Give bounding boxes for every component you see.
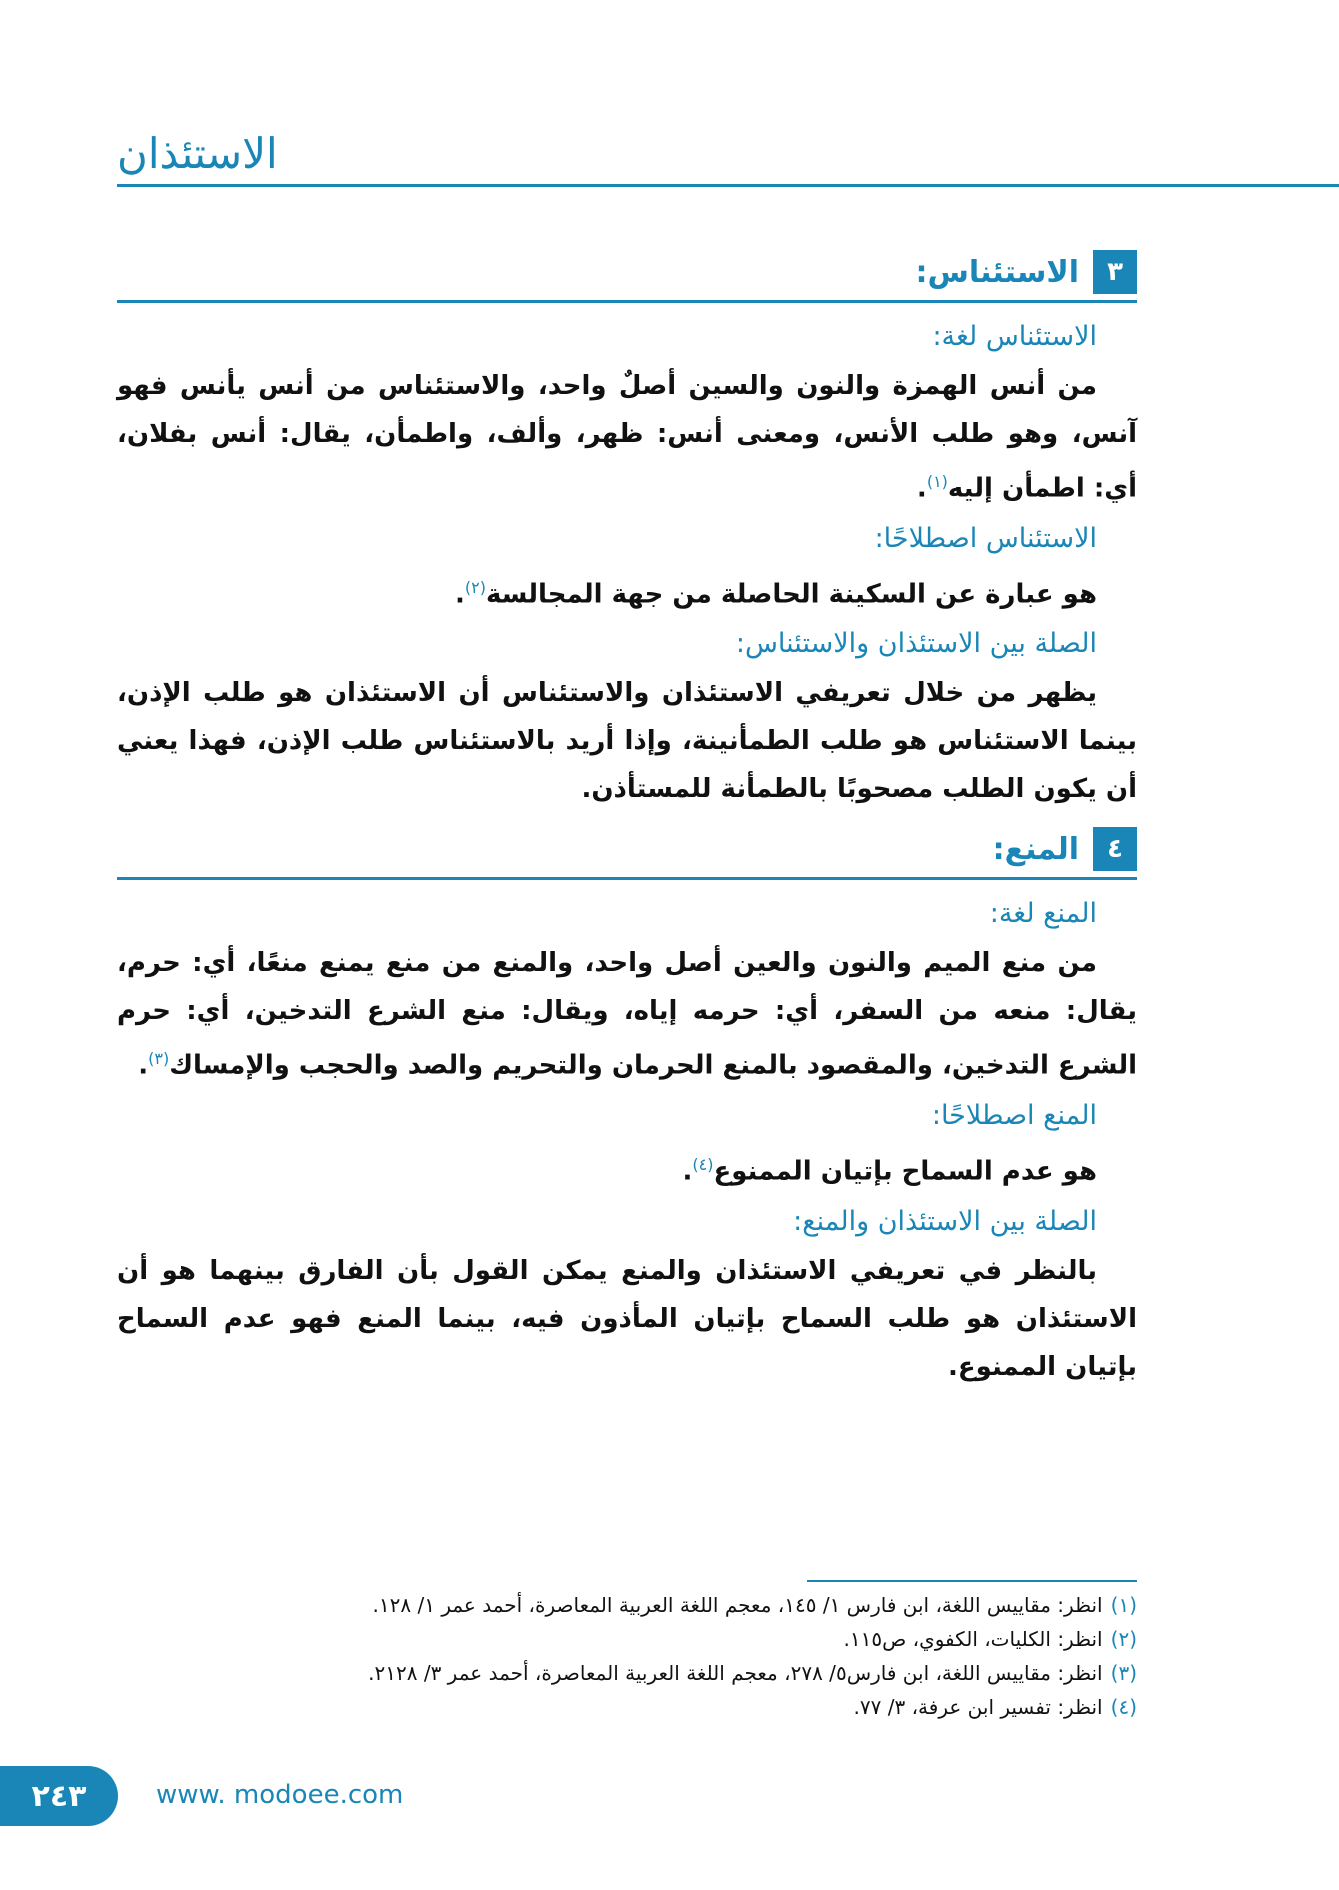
footnote-divider — [807, 1580, 1137, 1582]
footnote: (١)انظر: مقاييس اللغة، ابن فارس ١/ ١٤٥، معجم اللغة العربية المعاصرة، أحمد عمر ١/ ١٢٨. — [372, 1593, 1137, 1617]
sub-heading: الصلة بين الاستئذان والمنع: — [793, 1205, 1097, 1237]
sub-heading: المنع اصطلاحًا: — [931, 1099, 1097, 1131]
paragraph: يظهر من خلال تعريفي الاستئذان والاستئناس أن الاستئذان هو طلب الإذن، بينما الاستئناس هو طلب الطمأنينة، وإذا أريد بالاستئناس طلب الإذن، فهذا يعني أن يكون الطلب مصحوبًا بالطمأنة للمستأذن. — [117, 678, 1137, 805]
paragraph: من أنس الهمزة والنون والسين أصلٌ واحد، والاستئناس من أنس يأنس فهو آنس، وهو طلب الأنس، ومعنى أنس: ظهر، وألف، واطمأن، يقال: أنس بفلان، أي: اطمأن إليه$^{(١)}$. — [117, 371, 1137, 504]
section-title: الاستئناس: — [915, 254, 1079, 290]
sub-heading: الاستئناس لغة: — [932, 321, 1097, 352]
sub-heading: المنع لغة: — [989, 898, 1097, 930]
footnote-ref[interactable]: (٣) — [148, 1049, 170, 1069]
footnote-ref[interactable]: (٢) — [464, 577, 486, 597]
footnote: (٢)انظر: الكليات، الكفوي، ص١١٥. — [843, 1627, 1137, 1651]
main-content — [117, 250, 1137, 1391]
paragraph: بالنظر في تعريفي الاستئذان والمنع يمكن القول بأن الفارق بينهما هو أن الاستئذان هو طلب السماح بإتيان المأذون فيه، بينما المنع فهو عدم السماح بإتيان الممنوع. — [117, 1255, 1137, 1382]
page-number-badge: ٢٤٣ — [0, 1766, 118, 1826]
sub-heading: الاستئناس اصطلاحًا: — [874, 522, 1097, 554]
page-header — [117, 118, 1339, 187]
paragraph: هو عدم السماح بإتيان الممنوع$^{(٤)}$. — [682, 1154, 1097, 1187]
site-url-link[interactable]: www. modoee.com — [156, 1780, 404, 1810]
footnote: (٣)انظر: مقاييس اللغة، ابن فارس٥/ ٢٧٨، معجم اللغة العربية المعاصرة، أحمد عمر ٣/ ٢١٢٨. — [368, 1661, 1137, 1685]
section-heading — [117, 827, 1137, 880]
section-number-badge: ٤ — [1093, 827, 1137, 871]
header-title: الاستئذان — [117, 129, 278, 178]
paragraph: هو عبارة عن السكينة الحاصلة من جهة المجالسة$^{(٢)}$. — [455, 577, 1097, 610]
footnote-ref[interactable]: (٤) — [692, 1154, 714, 1174]
sub-heading: الصلة بين الاستئذان والاستئناس: — [735, 628, 1097, 660]
section-number-badge: ٣ — [1093, 250, 1137, 294]
footnote-ref[interactable]: (١) — [926, 472, 948, 491]
section-title: المنع: — [992, 831, 1079, 867]
footnote: (٤)انظر: تفسير ابن عرفة، ٣/ ٧٧. — [853, 1695, 1137, 1719]
section-heading — [117, 250, 1137, 303]
footnotes — [197, 1580, 1137, 1724]
paragraph: من منع الميم والنون والعين أصل واحد، والمنع من منع يمنع منعًا، أي: حرم، يقال: منعه من السفر، أي: حرمه إياه، ويقال: منع الشرع التدخين، أي: حرم الشرع التدخين، والمقصود بالمنع الحرمان والتحريم والصد والحجب والإمساك$^{(٣)}$. — [117, 948, 1137, 1081]
